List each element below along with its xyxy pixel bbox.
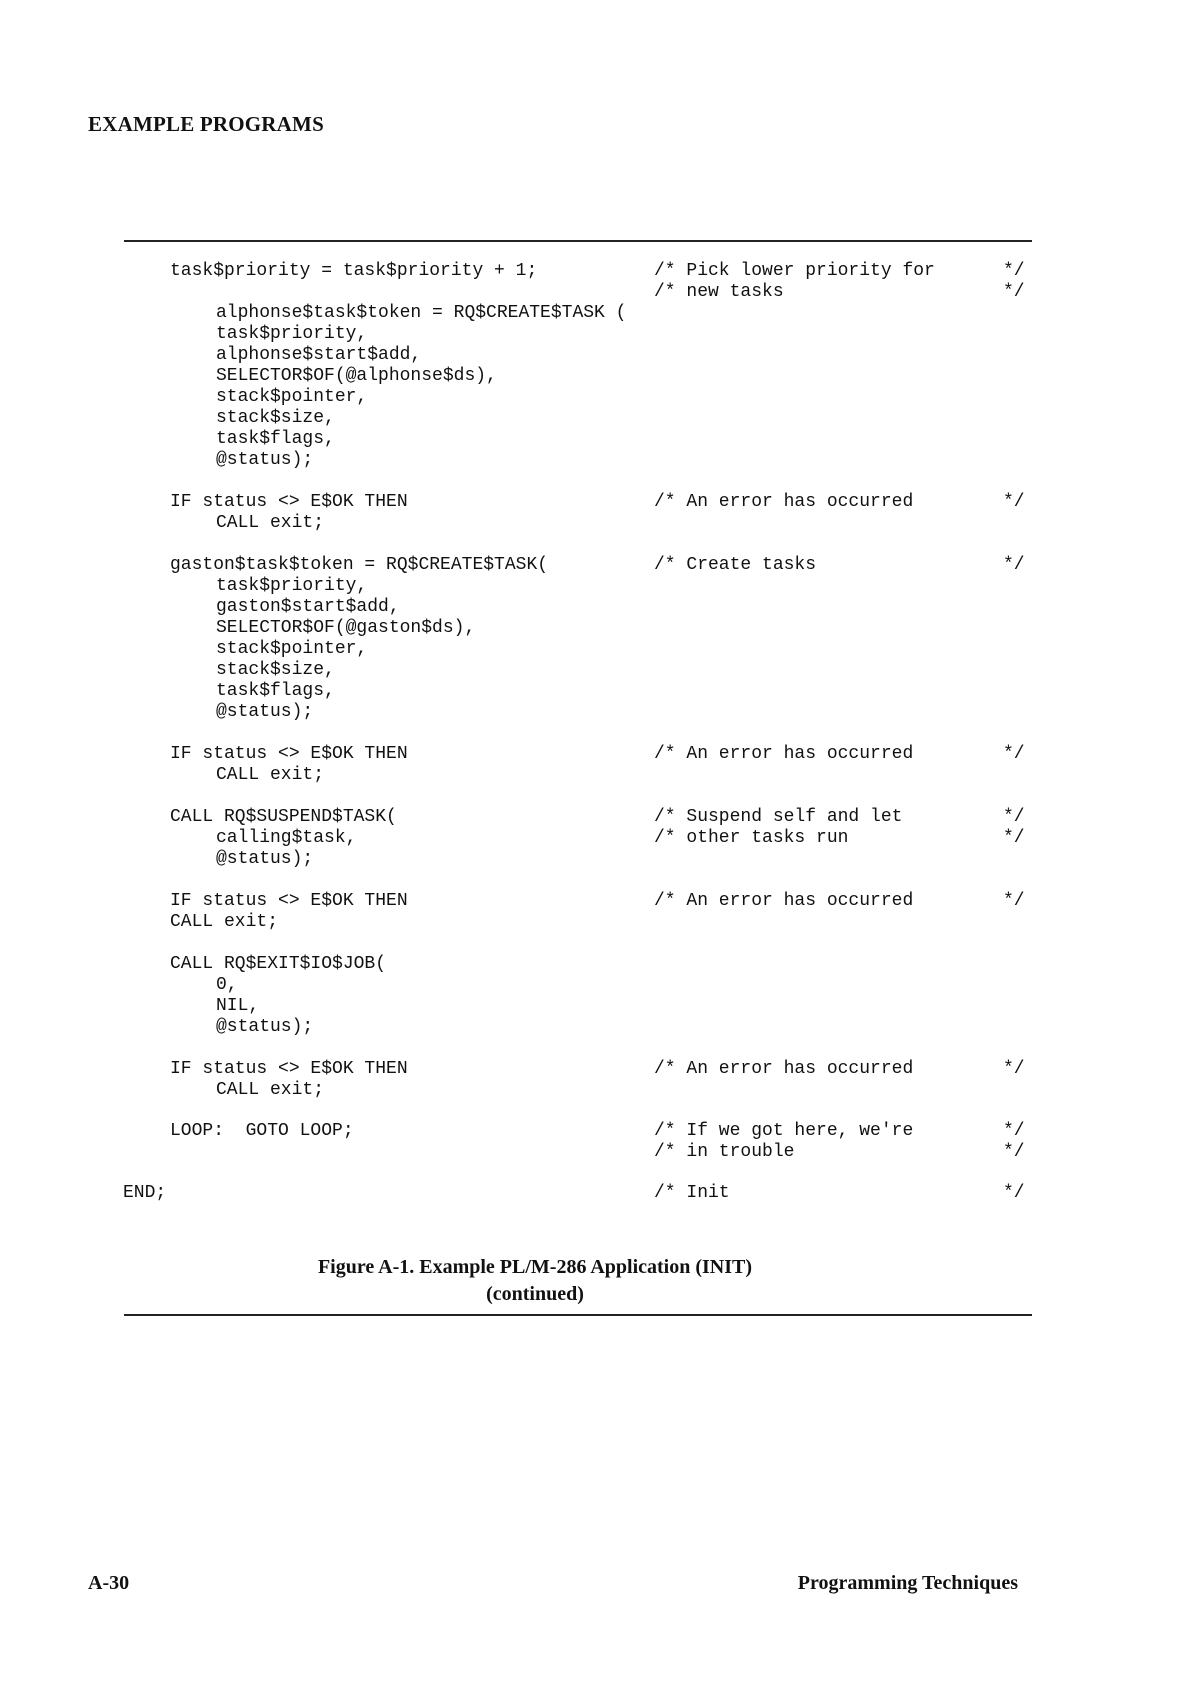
code-comment: /* Suspend self and let xyxy=(654,807,903,827)
comment-close: */ xyxy=(1003,261,1025,281)
code-line xyxy=(0,680,1190,702)
code-statement: IF status <> E$OK THEN xyxy=(170,492,408,512)
code-line xyxy=(0,323,1190,345)
code-statement: stack$pointer, xyxy=(216,387,368,407)
comment-close: */ xyxy=(1003,891,1025,911)
comment-close: */ xyxy=(1003,1142,1025,1162)
code-statement: task$priority, xyxy=(216,324,368,344)
code-statement: CALL RQ$SUSPEND$TASK( xyxy=(170,807,397,827)
code-line xyxy=(0,386,1190,408)
code-statement: alphonse$task$token = RQ$CREATE$TASK ( xyxy=(216,303,627,323)
code-comment: /* An error has occurred xyxy=(654,492,914,512)
figure-top-rule xyxy=(124,240,1032,242)
code-comment: /* An error has occurred xyxy=(654,744,914,764)
comment-close: */ xyxy=(1003,828,1025,848)
code-statement: task$priority, xyxy=(216,576,368,596)
code-statement: stack$size, xyxy=(216,660,335,680)
figure-bottom-rule xyxy=(124,1314,1032,1316)
code-line xyxy=(0,554,1190,576)
code-line xyxy=(0,365,1190,387)
code-statement: CALL exit; xyxy=(216,513,325,533)
comment-close: */ xyxy=(1003,555,1025,575)
code-comment: /* other tasks run xyxy=(654,828,849,848)
code-line xyxy=(0,1182,1190,1204)
code-line xyxy=(0,974,1190,996)
code-statement: SELECTOR$OF(@gaston$ds), xyxy=(216,618,476,638)
code-statement: NIL, xyxy=(216,996,260,1016)
code-comment: /* Pick lower priority for xyxy=(654,261,935,281)
code-line xyxy=(0,491,1190,513)
code-line xyxy=(0,764,1190,786)
code-line xyxy=(0,1120,1190,1142)
code-line xyxy=(0,806,1190,828)
comment-close: */ xyxy=(1003,1183,1025,1203)
code-line xyxy=(0,659,1190,681)
code-statement: @status); xyxy=(216,450,314,470)
comment-close: */ xyxy=(1003,807,1025,827)
code-statement: END; xyxy=(123,1183,167,1203)
code-line xyxy=(0,890,1190,912)
code-statement: IF status <> E$OK THEN xyxy=(170,1059,408,1079)
code-statement: IF status <> E$OK THEN xyxy=(170,744,408,764)
code-statement: task$priority = task$priority + 1; xyxy=(170,261,538,281)
code-line xyxy=(0,1141,1190,1163)
running-head: EXAMPLE PROGRAMS xyxy=(88,112,324,136)
code-statement: CALL exit; xyxy=(216,765,325,785)
code-line xyxy=(0,743,1190,765)
code-line xyxy=(0,575,1190,597)
comment-close: */ xyxy=(1003,1059,1025,1079)
code-statement: LOOP: GOTO LOOP; xyxy=(170,1121,354,1141)
code-line xyxy=(0,638,1190,660)
figure-caption-continued: (continued) xyxy=(486,1283,584,1305)
code-statement: @status); xyxy=(216,1017,314,1037)
comment-close: */ xyxy=(1003,492,1025,512)
code-statement: IF status <> E$OK THEN xyxy=(170,891,408,911)
code-comment: /* An error has occurred xyxy=(654,891,914,911)
code-line xyxy=(0,449,1190,471)
code-statement: CALL exit; xyxy=(170,912,279,932)
code-statement: calling$task, xyxy=(216,828,357,848)
code-statement: stack$pointer, xyxy=(216,639,368,659)
code-line xyxy=(0,911,1190,933)
page-number: A-30 xyxy=(88,1572,130,1594)
code-line xyxy=(0,428,1190,450)
code-statement: SELECTOR$OF(@alphonse$ds), xyxy=(216,366,497,386)
code-statement: CALL exit; xyxy=(216,1080,325,1100)
code-comment: /* Create tasks xyxy=(654,555,817,575)
code-line xyxy=(0,407,1190,429)
code-statement: gaston$task$token = RQ$CREATE$TASK( xyxy=(170,555,549,575)
code-statement: stack$size, xyxy=(216,408,335,428)
comment-close: */ xyxy=(1003,1121,1025,1141)
code-statement: task$flags, xyxy=(216,681,335,701)
code-statement: task$flags, xyxy=(216,429,335,449)
code-statement: @status); xyxy=(216,702,314,722)
code-line xyxy=(0,1016,1190,1038)
comment-close: */ xyxy=(1003,744,1025,764)
code-statement: alphonse$start$add, xyxy=(216,345,422,365)
code-line xyxy=(0,596,1190,618)
code-line xyxy=(0,302,1190,324)
code-line xyxy=(0,1058,1190,1080)
code-comment: /* in trouble xyxy=(654,1142,795,1162)
code-comment: /* new tasks xyxy=(654,282,784,302)
comment-close: */ xyxy=(1003,282,1025,302)
code-statement: CALL RQ$EXIT$IO$JOB( xyxy=(170,954,387,974)
code-line xyxy=(0,260,1190,282)
code-line xyxy=(0,344,1190,366)
code-statement: 0, xyxy=(216,975,238,995)
code-statement: gaston$start$add, xyxy=(216,597,400,617)
code-comment: /* Init xyxy=(654,1183,730,1203)
code-line xyxy=(0,617,1190,639)
code-line xyxy=(0,281,1190,303)
code-line xyxy=(0,953,1190,975)
code-comment: /* An error has occurred xyxy=(654,1059,914,1079)
figure-caption: Figure A-1. Example PL/M-286 Application (INIT) xyxy=(317,1256,753,1278)
code-statement: @status); xyxy=(216,849,314,869)
code-line xyxy=(0,701,1190,723)
code-line xyxy=(0,827,1190,849)
section-name: Programming Techniques xyxy=(797,1572,1018,1594)
code-line xyxy=(0,512,1190,534)
code-line xyxy=(0,1079,1190,1101)
code-line xyxy=(0,848,1190,870)
code-line xyxy=(0,995,1190,1017)
code-comment: /* If we got here, we're xyxy=(654,1121,914,1141)
